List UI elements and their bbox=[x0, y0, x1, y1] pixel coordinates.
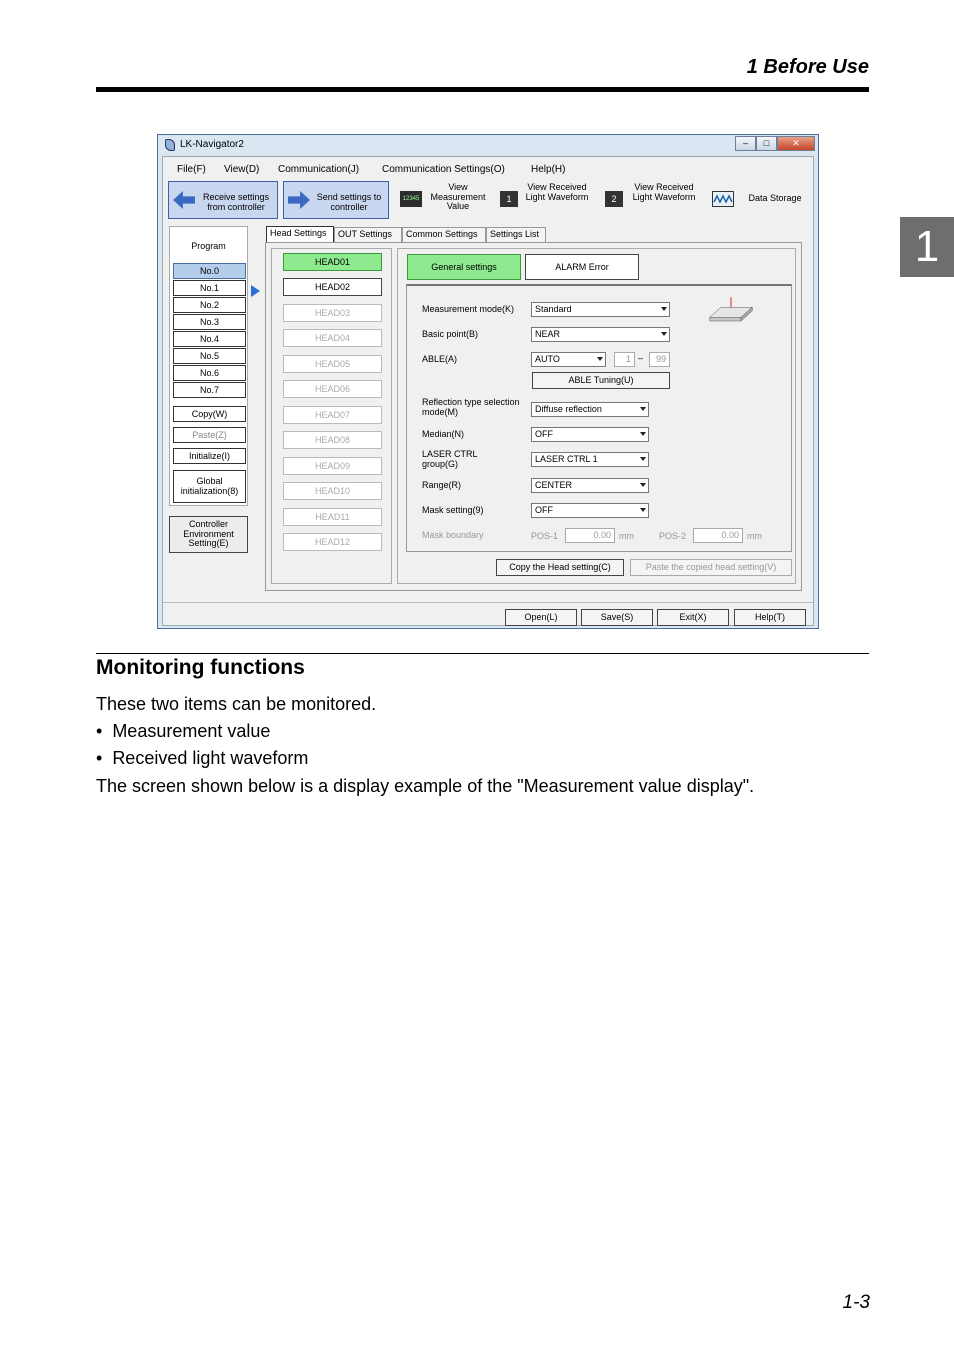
pos1-unit: mm bbox=[619, 531, 634, 541]
menu-bar bbox=[163, 161, 813, 177]
maximize-icon[interactable]: □ bbox=[756, 136, 777, 151]
send-settings-button[interactable] bbox=[283, 181, 389, 219]
controller-environment-button[interactable]: Controller Environment Setting(E) bbox=[169, 516, 248, 553]
tab-out-settings[interactable]: OUT Settings bbox=[334, 227, 402, 242]
able-max-input[interactable]: 99 bbox=[649, 352, 670, 367]
head-settings-area bbox=[397, 248, 796, 584]
head-item-04[interactable]: HEAD04 bbox=[283, 329, 382, 347]
minimize-icon[interactable]: – bbox=[735, 136, 756, 151]
pos2-label: POS-2 bbox=[659, 531, 687, 541]
median-value: OFF bbox=[535, 429, 553, 439]
client-area bbox=[162, 156, 814, 626]
global-initialization-button[interactable]: Global initialization(8) bbox=[173, 470, 246, 503]
head-item-05[interactable]: HEAD05 bbox=[283, 355, 382, 373]
chapter-tab: 1 bbox=[900, 217, 954, 277]
bottom-button-bar bbox=[163, 602, 813, 626]
program-item-1[interactable]: No.1 bbox=[173, 280, 246, 296]
view-received-light-2-button[interactable]: View Received Light Waveform bbox=[632, 182, 696, 202]
head-item-02[interactable]: HEAD02 bbox=[283, 278, 382, 296]
basic-point-value: NEAR bbox=[535, 329, 561, 339]
able-tuning-button[interactable]: ABLE Tuning(U) bbox=[532, 372, 670, 389]
copy-button[interactable]: Copy(W) bbox=[173, 406, 246, 422]
section-rule bbox=[96, 653, 869, 654]
section-intro: These two items can be monitored. bbox=[96, 694, 377, 714]
data-storage-button[interactable]: Data Storage bbox=[748, 193, 802, 203]
program-item-2[interactable]: No.2 bbox=[173, 297, 246, 313]
measurement-mode-label: Measurement mode(K) bbox=[422, 304, 515, 314]
header-rule bbox=[96, 87, 869, 92]
chevron-down-icon bbox=[597, 357, 603, 361]
chevron-down-icon bbox=[640, 508, 646, 512]
head-item-12[interactable]: HEAD12 bbox=[283, 533, 382, 551]
reflection-type-label: Reflection type selection mode(M) bbox=[422, 397, 520, 417]
head-item-10[interactable]: HEAD10 bbox=[283, 482, 382, 500]
range-value: CENTER bbox=[535, 480, 573, 490]
head-item-11[interactable]: HEAD11 bbox=[283, 508, 382, 526]
pos2-unit: mm bbox=[747, 531, 762, 541]
measurement-mode-select[interactable] bbox=[531, 302, 670, 317]
laser-ctrl-label: LASER CTRL group(G) bbox=[422, 449, 478, 469]
head-settings-panel bbox=[265, 242, 802, 591]
program-sidebar bbox=[169, 226, 248, 506]
head-item-01[interactable]: HEAD01 bbox=[283, 253, 382, 271]
chevron-down-icon bbox=[640, 483, 646, 487]
lk-navigator-window bbox=[157, 134, 819, 629]
exit-button[interactable]: Exit(X) bbox=[657, 609, 729, 626]
chevron-down-icon bbox=[661, 332, 667, 336]
median-label: Median(N) bbox=[422, 429, 465, 439]
copy-head-setting-button[interactable]: Copy the Head setting(C) bbox=[496, 559, 624, 576]
send-arrow-icon bbox=[288, 191, 310, 209]
menu-communication[interactable]: Communication(J) bbox=[278, 164, 360, 175]
laser-ctrl-value: LASER CTRL 1 bbox=[535, 454, 598, 464]
menu-file[interactable]: File(F) bbox=[177, 164, 206, 175]
view-measurement-button[interactable]: View Measurement Value bbox=[430, 182, 486, 211]
tab-settings-list[interactable]: Settings List bbox=[486, 227, 546, 242]
able-label: ABLE(A) bbox=[422, 354, 458, 364]
paste-button[interactable]: Paste(Z) bbox=[173, 427, 246, 443]
able-min-input[interactable]: 1 bbox=[614, 352, 635, 367]
able-select[interactable] bbox=[531, 352, 606, 367]
mask-setting-select[interactable] bbox=[531, 503, 649, 518]
head-list bbox=[271, 248, 392, 584]
program-label: Program bbox=[191, 241, 226, 251]
menu-help[interactable]: Help(H) bbox=[531, 164, 566, 175]
pos1-input[interactable]: 0.00 bbox=[565, 528, 615, 543]
receive-arrow-icon bbox=[173, 191, 195, 209]
basic-point-select[interactable] bbox=[531, 327, 670, 342]
able-range-dash: – bbox=[638, 353, 644, 363]
general-settings-button[interactable]: General settings bbox=[407, 254, 521, 280]
program-item-0[interactable]: No.0 bbox=[173, 263, 246, 279]
pos2-input[interactable]: 0.00 bbox=[693, 528, 743, 543]
able-value: AUTO bbox=[535, 354, 560, 364]
toolbar bbox=[163, 179, 813, 221]
tab-head-settings[interactable]: Head Settings bbox=[266, 226, 334, 243]
chevron-down-icon bbox=[640, 457, 646, 461]
pos1-label: POS-1 bbox=[531, 531, 559, 541]
mask-setting-value: OFF bbox=[535, 505, 553, 515]
program-item-3[interactable]: No.3 bbox=[173, 314, 246, 330]
mask-boundary-label: Mask boundary bbox=[422, 530, 484, 540]
bullet-item: • Received light waveform bbox=[96, 748, 309, 768]
program-item-5[interactable]: No.5 bbox=[173, 348, 246, 364]
laser-ctrl-select[interactable] bbox=[531, 452, 649, 467]
bullet-text-waveform: Received light waveform bbox=[112, 748, 309, 768]
chevron-down-icon bbox=[661, 307, 667, 311]
chevron-down-icon bbox=[640, 432, 646, 436]
basic-point-label: Basic point(B) bbox=[422, 329, 479, 339]
paste-head-setting-button[interactable]: Paste the copied head setting(V) bbox=[630, 559, 792, 576]
general-settings-group bbox=[406, 284, 792, 552]
tab-common-settings[interactable]: Common Settings bbox=[402, 227, 486, 242]
head-item-06[interactable]: HEAD06 bbox=[283, 380, 382, 398]
range-label: Range(R) bbox=[422, 480, 462, 490]
send-settings-label: Send settings to controller bbox=[316, 192, 382, 212]
bullet-text-measurement: Measurement value bbox=[112, 721, 271, 741]
title-bar bbox=[158, 135, 818, 155]
receive-settings-label: Receive settings from controller bbox=[202, 192, 270, 212]
bullet-item: • Measurement value bbox=[96, 721, 271, 741]
window-controls bbox=[735, 136, 815, 151]
section-title: Monitoring functions bbox=[96, 656, 305, 679]
meter-icon[interactable]: 12345 bbox=[400, 191, 422, 207]
head-item-03[interactable]: HEAD03 bbox=[283, 304, 382, 322]
waveform-2-icon[interactable]: 2 bbox=[605, 191, 623, 207]
page-header-title: 1 Before Use bbox=[746, 56, 869, 78]
menu-communication-settings[interactable]: Communication Settings(O) bbox=[382, 164, 505, 175]
program-item-6[interactable]: No.6 bbox=[173, 365, 246, 381]
program-item-7[interactable]: No.7 bbox=[173, 382, 246, 398]
reflection-type-value: Diffuse reflection bbox=[535, 404, 602, 414]
selected-program-arrow-icon bbox=[251, 285, 260, 297]
window-title: LK-Navigator2 bbox=[180, 139, 244, 150]
menu-view[interactable]: View(D) bbox=[224, 164, 260, 175]
view-received-light-1-button[interactable]: View Received Light Waveform bbox=[525, 182, 589, 202]
save-button[interactable]: Save(S) bbox=[581, 609, 653, 626]
head-item-07[interactable]: HEAD07 bbox=[283, 406, 382, 424]
range-select[interactable] bbox=[531, 478, 649, 493]
data-storage-icon[interactable] bbox=[712, 191, 734, 207]
help-button[interactable]: Help(T) bbox=[734, 609, 806, 626]
chevron-down-icon bbox=[640, 407, 646, 411]
settings-tabs bbox=[266, 227, 556, 243]
program-item-4[interactable]: No.4 bbox=[173, 331, 246, 347]
reflection-type-select[interactable] bbox=[531, 402, 649, 417]
waveform-1-icon[interactable]: 1 bbox=[500, 191, 518, 207]
alarm-error-button[interactable]: ALARM Error bbox=[525, 254, 639, 280]
head-item-09[interactable]: HEAD09 bbox=[283, 457, 382, 475]
head-item-08[interactable]: HEAD08 bbox=[283, 431, 382, 449]
section-note: The screen shown below is a display example of the "Measurement value display". bbox=[96, 776, 755, 796]
measurement-plate-icon bbox=[695, 296, 767, 326]
open-button[interactable]: Open(L) bbox=[505, 609, 577, 626]
receive-settings-button[interactable] bbox=[168, 181, 278, 219]
initialize-button[interactable]: Initialize(I) bbox=[173, 448, 246, 464]
page-number: 1-3 bbox=[842, 1292, 870, 1313]
app-icon bbox=[165, 139, 175, 151]
measurement-mode-value: Standard bbox=[535, 304, 572, 314]
close-icon[interactable]: ✕ bbox=[777, 136, 815, 151]
median-select[interactable] bbox=[531, 427, 649, 442]
mask-setting-label: Mask setting(9) bbox=[422, 505, 484, 515]
